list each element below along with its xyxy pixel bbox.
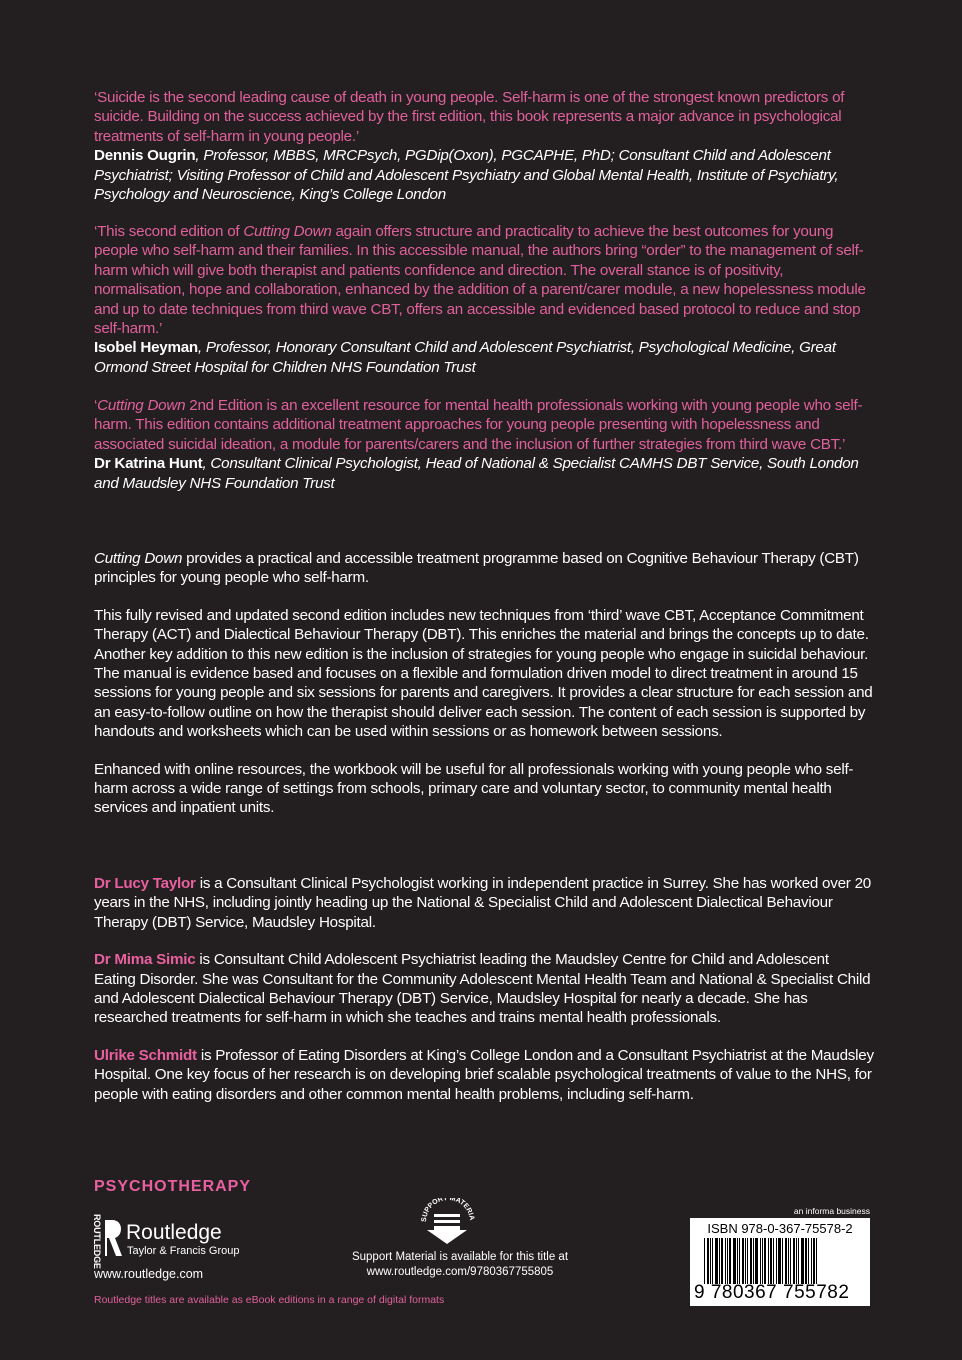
barcode-bar bbox=[715, 1238, 718, 1284]
barcode-bar bbox=[805, 1238, 807, 1284]
logo-vertical-text: ROUTLEDGE bbox=[92, 1214, 102, 1269]
publisher-group: Taylor & Francis Group bbox=[127, 1245, 240, 1257]
barcode-bar bbox=[755, 1238, 758, 1284]
barcode-bar bbox=[707, 1238, 709, 1284]
quote-open: ‘ bbox=[94, 397, 98, 414]
book-title: Cutting Down bbox=[94, 550, 183, 567]
description bbox=[94, 549, 874, 818]
barcode-bars bbox=[704, 1238, 856, 1284]
description-p1 bbox=[94, 549, 874, 588]
quote: ‘Suicide is the second leading cause of death in young people. Self-harm is one of the strongest known predictors of suicide. Building on the success achieved by the first edition, this book represents a major advance in psychological treatments of self-harm in young people.’ bbox=[94, 89, 845, 145]
publisher-website[interactable]: www.routledge.com bbox=[94, 1267, 204, 1281]
endorser-credentials: , Professor, MBBS, MRCPsych, PGDip(Oxon), PGCAPHE, PhD; Consultant Child and Adolescent Psychiatrist; Visiting Professor of Child and Adolescent Psychiatry and Global Mental Health, Institute of Psychiatry, Psychology and Neuroscience, King’s College London bbox=[94, 147, 839, 204]
barcode-bar bbox=[704, 1238, 705, 1284]
svg-text:SUPPORT MATERIAL: SUPPORT MATERIA bbox=[420, 1198, 476, 1223]
support-material-note bbox=[310, 1250, 610, 1280]
barcode-bar bbox=[721, 1238, 723, 1284]
bio-text: is Consultant Child Adolescent Psychiatrist leading the Maudsley Centre for Child and Adolescent Eating Disorder. She was Consultant for the Community Adolescent Mental Health Team and National & Specialist Child and Adolescent Dialectical Behaviour Therapy (DBT) Service, Maudsley Hospital for nearly a decade. She has researched treatments for self-harm in which she teaches and trains mental health professionals. bbox=[94, 951, 871, 1027]
text: provides a practical and accessible treatment programme based on Cognitive Behaviour Therapy (CBT) principles for young people who self-harm. bbox=[94, 550, 859, 587]
bio-text: is Professor of Eating Disorders at King’s College London and a Consultant Psychiatrist at the Maudsley Hospital. One key focus of her research is on developing brief scalable psychological treatments of value to the NHS, for people with eating disorders and other common mental health problems, including self-harm. bbox=[94, 1046, 874, 1103]
bio-text: is a Consultant Clinical Psychologist working in independent practice in Surrey. She has worked over 20 years in the NHS, including jointly heading up the National & Specialist Child and Adolescent Dialectical Behaviour Therapy (DBT) Service, Maudsley Hospital. bbox=[94, 875, 871, 931]
routledge-logo-icon bbox=[92, 1214, 124, 1269]
barcode-bar bbox=[733, 1238, 736, 1284]
endorsement-3 bbox=[94, 396, 874, 493]
support-url[interactable]: www.routledge.com/9780367755805 bbox=[366, 1266, 554, 1278]
book-title: Cutting Down bbox=[97, 397, 186, 414]
barcode-bar bbox=[816, 1238, 817, 1284]
support-material-icon bbox=[418, 1198, 478, 1248]
author-bio bbox=[94, 950, 874, 1028]
barcode-bar bbox=[793, 1238, 795, 1284]
barcode-bar bbox=[710, 1238, 711, 1284]
endorser-name: Isobel Heyman bbox=[94, 339, 198, 357]
quote-open: ‘This second edition of bbox=[94, 223, 244, 240]
isbn-barcode bbox=[690, 1218, 870, 1306]
barcode-bar bbox=[770, 1238, 772, 1284]
endorser-credentials: , Consultant Clinical Psychologist, Head of National & Specialist CAMHS DBT Service, South London and Maudsley NHS Foundation Trust bbox=[94, 455, 859, 492]
isbn-text: ISBN 978-0-367-75578-2 bbox=[707, 1221, 853, 1236]
barcode-bar bbox=[782, 1238, 783, 1284]
barcode-bar bbox=[808, 1238, 809, 1284]
author-name: Ulrike Schmidt bbox=[94, 1046, 197, 1064]
description-p3: Enhanced with online resources, the workbook will be useful for all professionals working with young people who self-harm across a wide range of settings from schools, primary care and voluntary sector, to community mental health services and inpatient units. bbox=[94, 760, 854, 817]
endorsement-2 bbox=[94, 222, 874, 377]
barcode-bar bbox=[725, 1238, 726, 1284]
endorsement-1 bbox=[94, 88, 874, 204]
barcode-bar bbox=[727, 1238, 728, 1284]
barcode-bar bbox=[776, 1238, 777, 1284]
authors bbox=[94, 874, 874, 1104]
description-p2: This fully revised and updated second edition includes new techniques from ‘third’ wave CBT, Acceptance Commitment Therapy (ACT) and Dialectical Behaviour Therapy (DBT). This enriches the material and brings the concepts up to date. Another key addition to this new edition is the inclusion of strategies for young people who engage in suicidal behaviour. The manual is evidence based and focuses on a flexible and formulation driven model to direct treatment in around 15 sessions for young people and six sessions for parents and caregivers. It provides a clear structure for each session and an easy-to-follow outline on how the therapist should deliver each session. The content of each session is supported by handouts and worksheets which can be used within sessions or as homework between sessions. bbox=[94, 606, 873, 741]
book-title: Cutting Down bbox=[243, 223, 332, 240]
endorser-name: Dr Katrina Hunt bbox=[94, 455, 203, 473]
informa-tagline: an informa business bbox=[793, 1206, 870, 1216]
barcode-bar bbox=[750, 1238, 752, 1284]
barcode-bar bbox=[764, 1238, 766, 1284]
barcode-bar bbox=[788, 1238, 789, 1284]
barcode-bar bbox=[729, 1238, 731, 1284]
barcode-digits: 9 780367 755782 bbox=[694, 1282, 850, 1303]
barcode-bar bbox=[796, 1238, 797, 1284]
barcode-bar bbox=[719, 1238, 720, 1284]
barcode-bar bbox=[798, 1238, 799, 1284]
barcode-bar bbox=[768, 1238, 769, 1284]
ebook-note: Routledge titles are available as eBook editions in a range of digital formats bbox=[94, 1294, 445, 1306]
quote: 2nd Edition is an excellent resource for mental health professionals working with young people who self-harm. This edition contains additional treatment approaches for young people presenting with hopelessness and associated suicidal ideation, a module for parents/carers and the inclusion of further strategies from third wave CBT.’ bbox=[94, 397, 863, 453]
barcode-bar bbox=[778, 1238, 781, 1284]
author-bio bbox=[94, 1046, 874, 1104]
category-label: PSYCHOTHERAPY bbox=[94, 1178, 252, 1195]
barcode-bar bbox=[737, 1238, 738, 1284]
quote: again offers structure and practicality to achieve the best outcomes for young people who self-harm and their families. In this accessible manual, the authors bring “order” to the management of self-harm which will give both therapist and patients confidence and direction. The overall stance is of positivity, normalisation, hope and collaboration, enhanced by the addition of a parent/carer module, a new hopelessness module and up to date techniques from third wave CBT, offers an accessible and evidenced based protocol to reduce and stop self-harm.’ bbox=[94, 223, 866, 338]
endorser-name: Dennis Ougrin bbox=[94, 147, 196, 165]
barcode-bar bbox=[739, 1238, 740, 1284]
barcode-bar bbox=[745, 1238, 746, 1284]
support-line: Support Material is available for this title at bbox=[351, 1251, 569, 1263]
publisher-name: Routledge bbox=[126, 1221, 222, 1244]
barcode-bar bbox=[813, 1238, 815, 1284]
barcode-bar bbox=[760, 1238, 761, 1284]
barcode-bar bbox=[762, 1238, 763, 1284]
author-bio bbox=[94, 874, 874, 932]
barcode-bar bbox=[790, 1238, 791, 1284]
barcode-bar bbox=[747, 1238, 748, 1284]
barcode-bar bbox=[773, 1238, 774, 1284]
barcode-bar bbox=[753, 1238, 754, 1284]
barcode-bar bbox=[785, 1238, 787, 1284]
author-name: Dr Lucy Taylor bbox=[94, 875, 196, 892]
barcode-bar bbox=[742, 1238, 744, 1284]
endorser-credentials: , Professor, Honorary Consultant Child and Adolescent Psychiatrist, Psychological Medicine, Great Ormond Street Hospital for Children NHS Foundation Trust bbox=[94, 339, 836, 376]
barcode-bar bbox=[801, 1238, 804, 1284]
barcode-bar bbox=[811, 1238, 812, 1284]
barcode-bar bbox=[712, 1238, 713, 1284]
author-name: Dr Mima Simic bbox=[94, 951, 196, 969]
